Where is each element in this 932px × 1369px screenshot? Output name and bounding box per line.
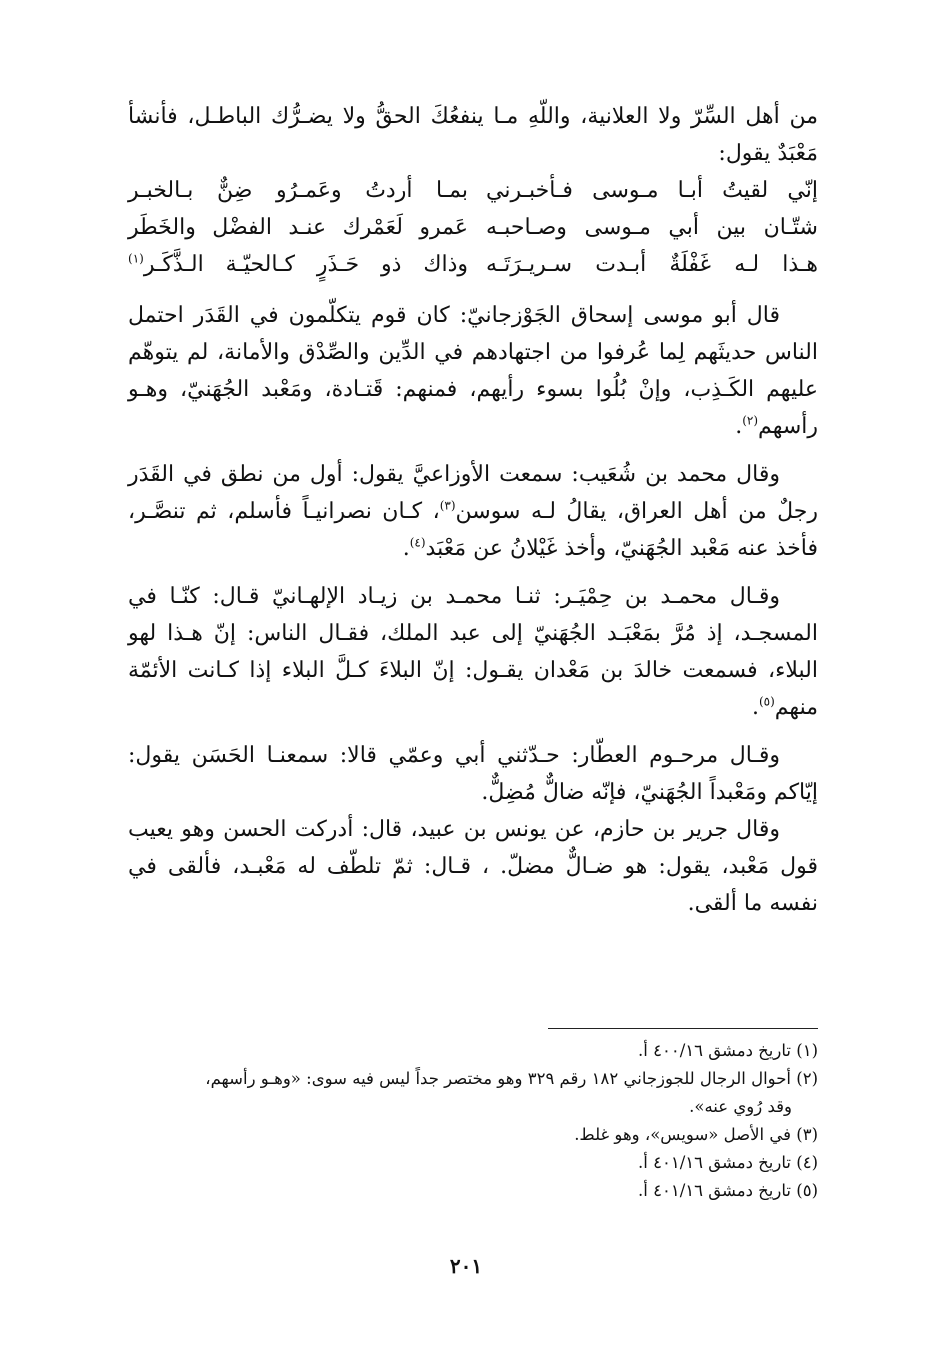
poem bbox=[128, 172, 818, 283]
verse-2-second-hemistich: عَمرو لَعَمْرك عنـد الفضْل والخَطَر bbox=[128, 215, 468, 240]
paragraph-marhum: وقـال مرحـوم العطّار: حـدّثني أبي وعمّي قالا: سمعنـا الحَسَن يقول: إيّاكم ومَعْبداً الجُهَنيّ، فإنّه ضالٌّ مُضِلٌّ. bbox=[128, 743, 818, 805]
verse-3-first-hemistich: هـذا لـه غَفْلَةٌ أبـدت سـريـرَتَـه bbox=[486, 252, 818, 277]
footnote-4 bbox=[128, 1150, 818, 1176]
footnote-number: (٣) bbox=[796, 1125, 818, 1144]
verse-2-first-hemistich: شتّـان بين أبي مـوسى وصـاحبـه bbox=[486, 215, 818, 240]
footnote-separator bbox=[548, 1028, 818, 1029]
page-number: ٢٠١ bbox=[449, 1254, 483, 1278]
verse-1-first-hemistich: إنّي لقيتُ أبـا مـوسى فـأخبـرني bbox=[486, 178, 818, 203]
footnote-ref-5: (٥) bbox=[758, 694, 775, 709]
paragraph-himyar-text: وقـال محمـد بن حِمْيَـر: ثنـا محمـد بن زيـاد الإلهـانيّ قـال: كنّـا في المسجـد، إذ مُرَّ بمَعْبَـد الجُهَنيّ إلى عبد الملك، فقـال الناس: إنّ هـذا لهو البلاء، فسمعت خالدَ بن مَعْدان يقـول: إنّ البلاءَ كـلَّ البلاء إذا كـانت الأئمّة منهم bbox=[128, 584, 818, 720]
paragraph-jawzajani bbox=[128, 297, 818, 445]
footnotes bbox=[128, 1038, 818, 1206]
footnote-ref-4: (٤) bbox=[409, 535, 426, 550]
paragraph-shuayb bbox=[128, 456, 818, 567]
paragraph-himyar-tail: . bbox=[751, 695, 759, 720]
paragraph-shuayb-text: وقال محمد بن شُعَيب: سمعت الأوزاعيَّ يقول: أول من نطق في القَدَر رجلٌ من أهل العراق، يقالُ لـه سوسن bbox=[128, 462, 818, 524]
verse-3-second-text: وذاك ذو حَـذَرٍ كـالحيّـة الـذَّكَـر bbox=[143, 252, 468, 277]
poem-verse-2 bbox=[128, 209, 818, 246]
footnote-text: تاريخ دمشق ٤٠١/١٦ أ. bbox=[638, 1153, 791, 1172]
intro-paragraph: من أهل السِّرّ ولا العلانية، واللّهِ مـا ينفعُكَ الحقُّ ولا يضـرُّك الباطـل، فأنشأ مَعْبَدٌ يقول: bbox=[128, 104, 818, 166]
footnote-text: تاريخ دمشق ٤٠١/١٦ أ. bbox=[638, 1181, 791, 1200]
footnote-ref-1: (١) bbox=[128, 251, 144, 266]
footnote-2 bbox=[128, 1066, 818, 1092]
footnote-ref-3: (٣) bbox=[439, 498, 456, 513]
paragraph-himyar bbox=[128, 578, 818, 726]
footnote-text: أحوال الرجال للجوزجاني ١٨٢ رقم ٣٢٩ وهو مختصر جداً ليس فيه سوى: «وهـو رأسهم، bbox=[205, 1069, 791, 1088]
paragraph-shuayb-mid: ، كـان نصرانيـاً فأسلم، ثم تنصَّـر، فأخذ عنه مَعْبد الجُهَنيّ، وأخذ غَيْلانُ عن مَعْبَد bbox=[128, 499, 818, 561]
footnote-5 bbox=[128, 1178, 818, 1204]
footnote-number: (١) bbox=[796, 1041, 818, 1060]
verse-1-second-hemistich: بمـا أردتُ وعَمـرُو ضِنٌّ بـالخبـر bbox=[128, 178, 468, 203]
poem-verse-1 bbox=[128, 172, 818, 209]
verse-3-second-hemistich bbox=[128, 246, 468, 283]
footnote-2-continuation: وقد رُوي عنه». bbox=[689, 1097, 792, 1116]
main-text bbox=[128, 98, 818, 922]
paragraph-jawzajani-text: قال أبو موسى إسحاق الجَوْزجانيّ: كان قوم يتكلّمون في القَدَر احتمل الناس حديثَهم لِما عُرفوا من اجتهادهم في الدِّين والصِّدْق والأمانة، لم يتوهّم عليهم الكَـذِب، وإنْ بُلُوا بسوء رأيهم، فمنهم: قَتـادة، ومَعْبد الجُهَنيّ، وهـو رأسهم bbox=[128, 303, 818, 439]
footnote-number: (٢) bbox=[796, 1069, 818, 1088]
paragraph-jarir: وقال جرير بن حازم، عن يونس بن عبيد، قال: أدركت الحسن وهو يعيب قول مَعْبد، يقول: هو ضـالٌّ مضلّ. ، قـال: ثمّ تلطّف له مَعْبـد، فألقى في نفسه ما ألقى. bbox=[128, 817, 818, 916]
footnote-text: تاريخ دمشق ٤٠٠/١٦ أ. bbox=[638, 1041, 791, 1060]
footnote-text: في الأصل «سويس»، وهو غلط. bbox=[574, 1125, 791, 1144]
footnote-number: (٤) bbox=[796, 1153, 818, 1172]
poem-verse-3 bbox=[128, 246, 818, 283]
paragraph-shuayb-tail: . bbox=[402, 536, 410, 561]
paragraph-jawzajani-tail: . bbox=[735, 414, 743, 439]
footnote-number: (٥) bbox=[796, 1181, 818, 1200]
footnote-3 bbox=[128, 1122, 818, 1148]
footnote-1 bbox=[128, 1038, 818, 1064]
footnote-ref-2: (٢) bbox=[742, 413, 759, 428]
